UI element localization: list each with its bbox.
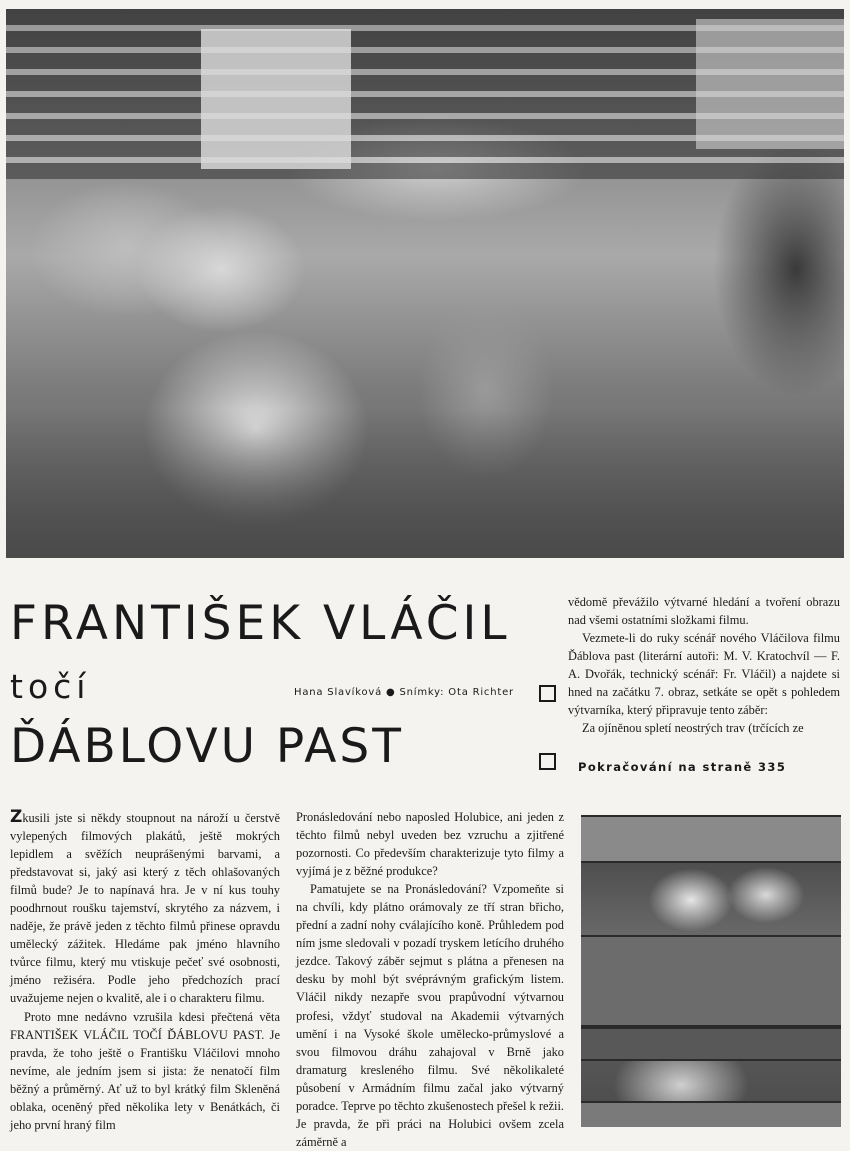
text-column-left: [10, 808, 280, 1134]
article-byline: Hana Slavíková ● Snímky: Ota Richter: [294, 687, 514, 698]
paragraph: Zkusili jste si někdy stoupnout na nároží u čerstvě vylepených filmových plakátů, ještě mokrých lepidlem a svěžích neuprášenými barvami, a představovat si, jaký asi který z těch ohlašovaných filmů bude? Je to napínavá hra. Je v ní kus touhy poodhrnout roušku tajemství, skrytého za názvem, i naděje, že právě jeden z těchto filmů přinese opravdu umělecký zážitek. Hledáme pak jméno hlavního tvůrce filmu, který mu vtiskuje pečeť své osobnosti, jméno režiséra. Podle jeho předchozích prací uvažujeme nejen o kvalitě, ale i o charakteru filmu.: [10, 807, 280, 1006]
film-still-photo-crowd: [6, 9, 844, 558]
fence-plank: [581, 815, 841, 863]
ground-shadow: [6, 409, 844, 558]
white-wall-background-right: [696, 19, 844, 149]
article-title-line3: ĎÁBLOVU PAST: [10, 719, 404, 774]
paragraph: Proto mne nedávno vzrušila kdesi přečtená věta FRANTIŠEK VLÁČIL TOČÍ ĎÁBLOVU PAST. Je pravda, že toho ještě o Františku Vláčilovi mnoho nevíme, ale jedním jsem si jista: že nenatočí film běžný a průměrný. Ať už to byl krátký film Skleněná oblaka, oceněný před několika lety v Benátkách, či jeho první hraný film: [10, 1009, 280, 1132]
fence-plank: [581, 1101, 841, 1127]
fence-plank: [581, 935, 841, 1027]
paragraph: Za ojíněnou spletí neostrých trav (trčících ze: [582, 721, 804, 736]
white-wall-background: [201, 29, 351, 169]
paragraph: vědomě převážilo výtvarné hledání a tvoření obrazu nad všemi ostatními složkami filmu.: [568, 595, 840, 628]
film-still-photo-fence: [581, 815, 841, 1127]
paragraph: Vezmete-li do ruky scénář nového Vláčilova filmu Ďáblova past (literární autoři: M. V. Kratochvíl — F. A. Dvořák, technický scénář: Fr. Vláčil) a najdete si hned na začátku 7. obraz, setkáte se opět s pohledem výtvarníka, který připravuje tento záběr:: [568, 631, 840, 718]
fence-plank: [581, 1027, 841, 1061]
text-column-right: [568, 593, 840, 737]
drop-cap: Z: [10, 807, 23, 827]
article-title-line2: točí: [10, 667, 91, 706]
text-column-middle: [296, 808, 564, 1151]
continued-on-page-note: Pokračování na straně 335: [578, 760, 787, 774]
square-bullet-icon: [539, 753, 556, 770]
square-bullet-icon: [539, 685, 556, 702]
article-title-line1: FRANTIŠEK VLÁČIL: [10, 596, 511, 651]
paragraph: Pamatujete se na Pronásledování? Vzpomeňte si na chvíli, kdy plátno orámovaly ze tří stran břicho, přední a zadní nohy cválajícího koně. Průhledem pod ním jsme sledovali v pozadí tryskem letícího druhého jezdce. Takový záběr sejmut s plátna a přenesen na desku by mohl být svéprávným grafickým listem. Vláčil nikdy nezapře svou prapůvodní výtvarnou profesi, vždyť studoval na Akademii výtvarných umění i na Vysoké škole umělecko-průmyslové a svou filmovou dráhu zahajoval v Brně jako dramaturg kresleného filmu. Své několikaleté působení v Armádním filmu začal jako výtvarný poradce. Teprve po těchto zkušenostech přešel k režii. Je pravda, že při práci na Holubici ovšem zcela záměrně a: [296, 882, 564, 1149]
paragraph: Pronásledování nebo naposled Holubice, ani jeden z těchto filmů nebyl uveden bez vzruchu a zjitřené pozornosti. Co především charakterizuje tyto filmy a vyjímá je z běžné produkce?: [296, 810, 564, 879]
